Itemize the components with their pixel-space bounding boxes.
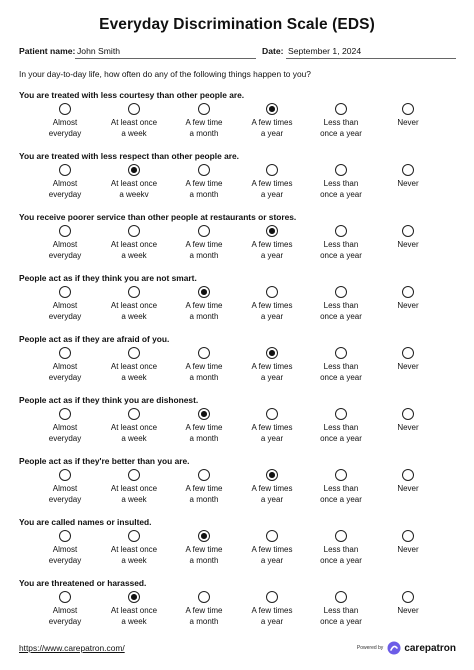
answer-option-label-line1: Almost — [52, 484, 78, 493]
answer-option[interactable] — [373, 530, 443, 556]
question-item — [19, 578, 459, 638]
radio-empty-icon[interactable] — [59, 286, 71, 298]
answer-option[interactable] — [373, 469, 443, 495]
answer-option-label — [99, 118, 169, 139]
answer-option-label — [99, 240, 169, 261]
answer-option[interactable] — [99, 164, 169, 200]
answer-option-label-line1: At least once — [110, 423, 158, 432]
radio-empty-icon[interactable] — [402, 225, 414, 237]
answer-option-label-line1: Less than — [323, 606, 359, 615]
answer-option-label-line1: A few time — [185, 484, 223, 493]
answer-option-label-line2: a week — [121, 128, 147, 138]
question-text: People act as if they think you are dishonest. — [19, 395, 199, 405]
answer-option-label — [99, 301, 169, 322]
answer-option[interactable] — [169, 469, 239, 505]
answer-option-label-line1: At least once — [110, 362, 158, 371]
answer-option[interactable] — [169, 591, 239, 627]
answer-option-label — [30, 484, 100, 505]
radio-empty-icon[interactable] — [128, 469, 140, 481]
radio-empty-icon[interactable] — [402, 347, 414, 359]
answer-option-label — [373, 423, 443, 434]
answer-option-label — [99, 484, 169, 505]
answer-option-label — [169, 362, 239, 383]
answer-option-label — [237, 484, 307, 505]
radio-empty-icon[interactable] — [59, 225, 71, 237]
question-item — [19, 517, 459, 577]
answer-option[interactable] — [169, 530, 239, 566]
answer-option[interactable] — [237, 591, 307, 627]
footer-link[interactable]: https://www.carepatron.com/ — [19, 643, 125, 653]
radio-empty-icon[interactable] — [335, 286, 347, 298]
answer-option[interactable] — [30, 591, 100, 627]
answer-option-label-line1: A few times — [251, 240, 293, 249]
answer-option-label — [99, 606, 169, 627]
answer-option-label-line2: everyday — [48, 189, 82, 199]
radio-empty-icon[interactable] — [59, 347, 71, 359]
radio-empty-icon[interactable] — [335, 408, 347, 420]
radio-empty-icon[interactable] — [198, 164, 210, 176]
answer-option[interactable] — [30, 225, 100, 261]
question-item — [19, 395, 459, 455]
answer-option-label — [99, 545, 169, 566]
answer-option-label — [306, 423, 376, 444]
radio-empty-icon[interactable] — [335, 347, 347, 359]
answer-option-label-line2: a month — [189, 555, 219, 565]
radio-empty-icon[interactable] — [266, 408, 278, 420]
answer-option[interactable] — [373, 347, 443, 373]
answer-option[interactable] — [237, 286, 307, 322]
answer-option[interactable] — [306, 164, 376, 200]
answer-option-label-line1: A few time — [185, 118, 223, 127]
answer-option[interactable] — [306, 591, 376, 627]
answer-option-label — [237, 301, 307, 322]
answer-option[interactable] — [169, 286, 239, 322]
radio-empty-icon[interactable] — [59, 530, 71, 542]
answer-option-label-line1: Almost — [52, 423, 78, 432]
radio-empty-icon[interactable] — [402, 408, 414, 420]
answer-option-label — [237, 545, 307, 566]
answer-option-label — [169, 484, 239, 505]
answer-option-label-line2: a week — [121, 494, 147, 504]
answer-option[interactable] — [30, 286, 100, 322]
answer-option-label-line2: a year — [260, 372, 284, 382]
answer-option-label-line1: Less than — [323, 179, 359, 188]
answer-option-label — [169, 240, 239, 261]
answer-option[interactable] — [30, 164, 100, 200]
answer-option-label — [30, 606, 100, 627]
answer-option-label — [99, 179, 169, 200]
answer-option-label — [373, 484, 443, 495]
answer-option-label-line2: everyday — [48, 128, 82, 138]
radio-empty-icon[interactable] — [128, 103, 140, 115]
patient-name-underline — [75, 58, 256, 59]
answer-option-label — [237, 606, 307, 627]
answer-option-label-line2: a week — [121, 372, 147, 382]
question-text: You receive poorer service than other people at restaurants or stores. — [19, 212, 297, 222]
answer-option-label — [99, 362, 169, 383]
answer-option-label-line1: A few time — [185, 545, 223, 554]
intro-text: In your day-to-day life, how often do any of the following things happen to you? — [19, 69, 311, 79]
date-underline — [286, 58, 456, 59]
answer-option-label-line2: a month — [189, 250, 219, 260]
answer-option-label — [237, 362, 307, 383]
answer-option[interactable] — [306, 286, 376, 322]
answer-option-label — [169, 179, 239, 200]
answer-option-label-line2: everyday — [48, 311, 82, 321]
radio-empty-icon[interactable] — [266, 286, 278, 298]
radio-selected-icon[interactable] — [266, 469, 278, 481]
answer-option-label-line1: A few times — [251, 362, 293, 371]
answer-option-label-line2: a year — [260, 494, 284, 504]
patient-name-label: Patient name: — [19, 46, 76, 56]
answer-option-label-line2: a month — [189, 128, 219, 138]
answer-option-label-line1: Less than — [323, 118, 359, 127]
radio-selected-icon[interactable] — [198, 286, 210, 298]
answer-option-label — [373, 362, 443, 373]
answer-option[interactable] — [99, 469, 169, 505]
radio-empty-icon[interactable] — [335, 164, 347, 176]
radio-empty-icon[interactable] — [59, 591, 71, 603]
carepatron-logo-icon — [387, 641, 401, 655]
answer-option[interactable] — [30, 347, 100, 383]
answer-option-label-line1: Never — [397, 301, 419, 310]
answer-option[interactable] — [99, 591, 169, 627]
answer-option[interactable] — [169, 408, 239, 444]
radio-empty-icon[interactable] — [198, 347, 210, 359]
answer-option[interactable] — [30, 103, 100, 139]
question-text: You are treated with less courtesy than other people are. — [19, 90, 245, 100]
answer-option-label-line1: A few time — [185, 423, 223, 432]
radio-empty-icon[interactable] — [266, 164, 278, 176]
answer-option-label-line2: once a year — [320, 189, 362, 199]
answer-option-label — [237, 240, 307, 261]
question-item — [19, 273, 459, 333]
question-text: You are treated with less respect than other people are. — [19, 151, 239, 161]
answer-option[interactable] — [169, 347, 239, 383]
radio-empty-icon[interactable] — [402, 469, 414, 481]
answer-option-label — [169, 301, 239, 322]
patient-name-field — [19, 46, 256, 60]
answer-option[interactable] — [237, 408, 307, 444]
answer-option-label-line2: once a year — [320, 311, 362, 321]
answer-option-label-line1: Never — [397, 240, 419, 249]
answer-option-label-line1: Less than — [323, 484, 359, 493]
answer-option-label — [373, 118, 443, 129]
answer-option[interactable] — [99, 286, 169, 322]
radio-empty-icon[interactable] — [59, 164, 71, 176]
brand-name: carepatron — [404, 642, 456, 654]
radio-selected-icon[interactable] — [198, 530, 210, 542]
question-item — [19, 90, 459, 150]
answer-option-label-line2: once a year — [320, 250, 362, 260]
answer-option-label — [373, 606, 443, 617]
answer-option-label-line1: A few time — [185, 179, 223, 188]
answer-option-label-line1: A few time — [185, 240, 223, 249]
answer-option-label-line1: Almost — [52, 301, 78, 310]
answer-option-label — [237, 179, 307, 200]
radio-selected-icon[interactable] — [198, 408, 210, 420]
answer-option-label — [30, 545, 100, 566]
radio-empty-icon[interactable] — [198, 225, 210, 237]
answer-option-label-line1: Almost — [52, 606, 78, 615]
radio-empty-icon[interactable] — [335, 530, 347, 542]
answer-option-label-line2: a month — [189, 616, 219, 626]
answer-option-label-line1: A few times — [251, 118, 293, 127]
answer-option[interactable] — [169, 103, 239, 139]
answer-option[interactable] — [169, 164, 239, 200]
date-label: Date: — [262, 46, 284, 56]
page-title: Everyday Discrimination Scale (EDS) — [99, 16, 375, 33]
radio-empty-icon[interactable] — [335, 103, 347, 115]
answer-option-label — [99, 423, 169, 444]
answer-option-label-line2: everyday — [48, 616, 82, 626]
answer-option-label-line2: once a year — [320, 494, 362, 504]
answer-option-label-line1: A few times — [251, 179, 293, 188]
radio-empty-icon[interactable] — [198, 469, 210, 481]
radio-empty-icon[interactable] — [198, 103, 210, 115]
answer-option-label-line1: Almost — [52, 118, 78, 127]
answer-option-label-line2: a year — [260, 250, 284, 260]
answer-option-label — [169, 423, 239, 444]
question-item — [19, 456, 459, 516]
answer-option-label — [30, 118, 100, 139]
date-value[interactable]: September 1, 2024 — [288, 46, 362, 56]
answer-option[interactable] — [373, 286, 443, 312]
answer-option-label-line2: a year — [260, 128, 284, 138]
answer-option-label-line2: a year — [260, 189, 284, 199]
date-field — [262, 46, 456, 60]
answer-option[interactable] — [306, 225, 376, 261]
radio-empty-icon[interactable] — [402, 286, 414, 298]
answer-option[interactable] — [237, 164, 307, 200]
radio-empty-icon[interactable] — [198, 591, 210, 603]
answer-option-label-line2: a year — [260, 555, 284, 565]
radio-selected-icon[interactable] — [266, 225, 278, 237]
question-text: You are threatened or harassed. — [19, 578, 147, 588]
answer-option-label-line2: a year — [260, 433, 284, 443]
question-item — [19, 151, 459, 211]
answer-option-label-line1: A few times — [251, 484, 293, 493]
answer-option-label — [306, 301, 376, 322]
answer-option[interactable] — [306, 347, 376, 383]
answer-option-label — [373, 301, 443, 312]
radio-empty-icon[interactable] — [266, 591, 278, 603]
answer-option-label — [306, 545, 376, 566]
radio-empty-icon[interactable] — [402, 530, 414, 542]
brand-footer — [357, 640, 456, 656]
question-text: People act as if they are afraid of you. — [19, 334, 170, 344]
answer-option[interactable] — [237, 530, 307, 566]
answer-option[interactable] — [169, 225, 239, 261]
answer-option-label-line1: At least once — [110, 484, 158, 493]
answer-option-label-line1: A few times — [251, 301, 293, 310]
answer-option[interactable] — [306, 103, 376, 139]
radio-empty-icon[interactable] — [128, 286, 140, 298]
answer-option[interactable] — [306, 408, 376, 444]
answer-option-label — [373, 240, 443, 251]
answer-option-label-line1: Almost — [52, 240, 78, 249]
answer-option-label-line1: Less than — [323, 545, 359, 554]
answer-option-label-line1: A few time — [185, 301, 223, 310]
answer-option-label-line2: a year — [260, 616, 284, 626]
answer-option-label-line2: everyday — [48, 372, 82, 382]
answer-option-label-line1: At least once — [110, 240, 158, 249]
patient-name-value[interactable]: John Smith — [77, 46, 120, 56]
answer-option-label-line2: once a year — [320, 372, 362, 382]
answer-option-label-line1: Less than — [323, 240, 359, 249]
radio-empty-icon[interactable] — [59, 408, 71, 420]
answer-option[interactable] — [30, 408, 100, 444]
answer-option-label — [30, 362, 100, 383]
answer-option-label-line1: A few times — [251, 606, 293, 615]
answer-option-label-line1: Less than — [323, 362, 359, 371]
answer-option[interactable] — [99, 530, 169, 566]
answer-option-label-line2: a month — [189, 372, 219, 382]
radio-empty-icon[interactable] — [128, 225, 140, 237]
answer-option[interactable] — [306, 530, 376, 566]
answer-option[interactable] — [30, 530, 100, 566]
powered-by-text: Powered by — [356, 645, 384, 651]
question-text: People act as if they think you are not smart. — [19, 273, 197, 283]
answer-option-label — [169, 118, 239, 139]
answer-option[interactable] — [30, 469, 100, 505]
answer-option-label — [306, 240, 376, 261]
answer-option-label-line1: At least once — [110, 118, 158, 127]
answer-option-label — [373, 179, 443, 190]
radio-empty-icon[interactable] — [266, 530, 278, 542]
answer-option[interactable] — [373, 103, 443, 129]
radio-empty-icon[interactable] — [402, 591, 414, 603]
answer-option-label-line1: Never — [397, 545, 419, 554]
answer-option-label — [306, 118, 376, 139]
question-item — [19, 212, 459, 272]
answer-option[interactable] — [373, 225, 443, 251]
answer-option[interactable] — [373, 408, 443, 434]
answer-option[interactable] — [237, 103, 307, 139]
radio-empty-icon[interactable] — [128, 408, 140, 420]
answer-option-label-line2: a week — [121, 555, 147, 565]
answer-option-label-line1: Less than — [323, 423, 359, 432]
answer-option-label-line1: At least once — [110, 301, 158, 310]
answer-option[interactable] — [99, 347, 169, 383]
answer-option-label-line1: Never — [397, 118, 419, 127]
answer-option-label-line2: once a year — [320, 616, 362, 626]
answer-option-label-line2: everyday — [48, 433, 82, 443]
answer-option-label — [306, 362, 376, 383]
radio-empty-icon[interactable] — [128, 347, 140, 359]
question-text: You are called names or insulted. — [19, 517, 152, 527]
radio-empty-icon[interactable] — [402, 103, 414, 115]
answer-option[interactable] — [237, 347, 307, 383]
radio-empty-icon[interactable] — [402, 164, 414, 176]
answer-option-label-line2: everyday — [48, 555, 82, 565]
answer-option-label-line2: a month — [189, 433, 219, 443]
answer-option-label-line2: once a year — [320, 555, 362, 565]
answer-option-label-line2: a year — [260, 311, 284, 321]
answer-option-label — [30, 301, 100, 322]
answer-option[interactable] — [306, 469, 376, 505]
answer-option-label-line1: At least once — [110, 179, 158, 188]
answer-option-label-line2: once a year — [320, 433, 362, 443]
answer-option-label-line1: Less than — [323, 301, 359, 310]
radio-empty-icon[interactable] — [335, 225, 347, 237]
answer-option-label-line1: A few times — [251, 545, 293, 554]
radio-empty-icon[interactable] — [128, 530, 140, 542]
radio-empty-icon[interactable] — [59, 469, 71, 481]
answer-option[interactable] — [237, 469, 307, 505]
answer-option-label — [306, 484, 376, 505]
radio-empty-icon[interactable] — [335, 469, 347, 481]
radio-selected-icon[interactable] — [266, 103, 278, 115]
question-item — [19, 334, 459, 394]
answer-option-label — [237, 423, 307, 444]
answer-option[interactable] — [99, 225, 169, 261]
answer-option-label-line1: At least once — [110, 606, 158, 615]
answer-option-label-line2: a week — [121, 616, 147, 626]
answer-option-label-line1: Never — [397, 362, 419, 371]
answer-option-label-line2: a week — [121, 433, 147, 443]
answer-option-label — [237, 118, 307, 139]
radio-selected-icon[interactable] — [266, 347, 278, 359]
answer-option-label — [30, 179, 100, 200]
radio-empty-icon[interactable] — [59, 103, 71, 115]
answer-option-label-line2: everyday — [48, 494, 82, 504]
answer-option-label — [169, 606, 239, 627]
answer-option-label-line1: Never — [397, 423, 419, 432]
answer-option-label-line2: everyday — [48, 250, 82, 260]
answer-option-label-line2: a month — [189, 311, 219, 321]
answer-option-label-line1: At least once — [110, 545, 158, 554]
answer-option-label-line1: Almost — [52, 179, 78, 188]
answer-option-label-line1: A few time — [185, 606, 223, 615]
answer-option-label-line1: Almost — [52, 362, 78, 371]
answer-option[interactable] — [99, 103, 169, 139]
question-text: People act as if they're better than you are. — [19, 456, 190, 466]
radio-empty-icon[interactable] — [335, 591, 347, 603]
answer-option-label — [169, 545, 239, 566]
answer-option-label-line2: a weekv — [119, 189, 149, 199]
answer-option[interactable] — [373, 591, 443, 617]
answer-option-label-line1: Almost — [52, 545, 78, 554]
answer-option-label — [306, 179, 376, 200]
answer-option-label-line2: once a year — [320, 128, 362, 138]
answer-option-label-line1: Never — [397, 484, 419, 493]
answer-option-label — [30, 423, 100, 444]
radio-selected-icon[interactable] — [128, 164, 140, 176]
answer-option-label-line2: a month — [189, 189, 219, 199]
answer-option-label-line1: A few time — [185, 362, 223, 371]
answer-option-label-line2: a week — [121, 250, 147, 260]
answer-option-label-line1: Never — [397, 179, 419, 188]
answer-option[interactable] — [373, 164, 443, 190]
answer-option-label-line1: A few times — [251, 423, 293, 432]
answer-option-label-line2: a month — [189, 494, 219, 504]
answer-option-label-line2: a week — [121, 311, 147, 321]
radio-selected-icon[interactable] — [128, 591, 140, 603]
answer-option-label — [30, 240, 100, 261]
answer-option[interactable] — [99, 408, 169, 444]
answer-option-label — [373, 545, 443, 556]
answer-option-label — [306, 606, 376, 627]
answer-option-label-line1: Never — [397, 606, 419, 615]
answer-option[interactable] — [237, 225, 307, 261]
